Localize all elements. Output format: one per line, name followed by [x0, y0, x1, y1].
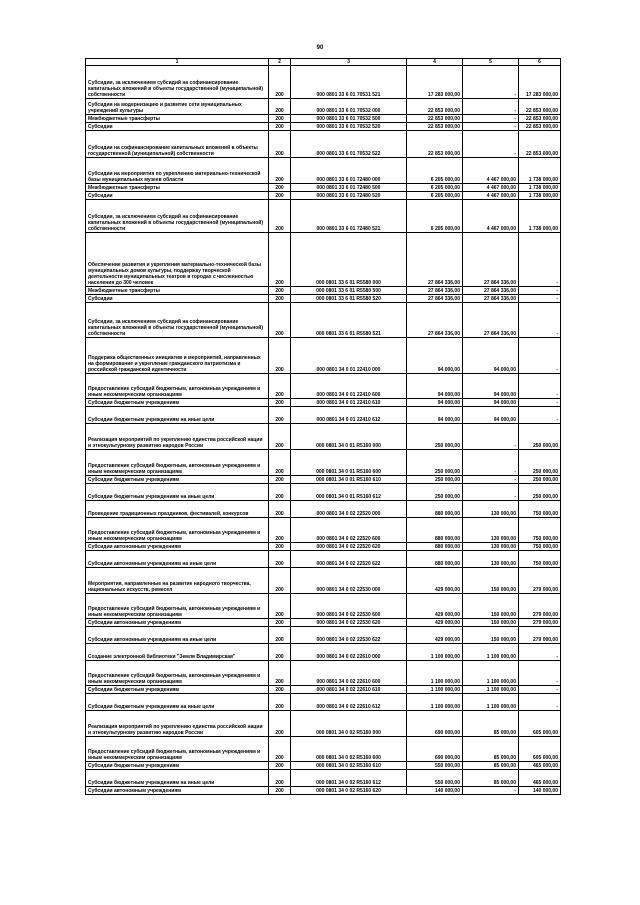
row-amount-col5-cell: -	[463, 450, 519, 476]
row-amount-col5-cell: -	[463, 131, 519, 158]
row-amount-col5-cell: 130 000,00	[463, 518, 519, 543]
row-classification-code-cell: 000 0801 34 0 02 R5160 610	[291, 762, 407, 770]
row-amount-col6-cell: 750 000,00	[519, 501, 561, 518]
row-name-cell: Субсидии бюджетным учреждениям на иные цели	[86, 484, 269, 501]
row-total-amount-cell: 6 205 000,00	[407, 158, 463, 184]
row-admin-code-cell: 200	[269, 399, 291, 407]
row-amount-col6-cell: 22 853 000,00	[519, 99, 561, 115]
row-admin-code-cell: 200	[269, 99, 291, 115]
row-classification-code-cell: 000 0801 34 0 02 R5160 000	[291, 711, 407, 737]
row-amount-col6-cell: 250 000,00	[519, 476, 561, 484]
row-amount-col6-cell: 279 000,00	[519, 619, 561, 627]
table-row	[86, 374, 561, 399]
row-total-amount-cell: 690 000,00	[407, 737, 463, 762]
row-total-amount-cell: 94 000,00	[407, 374, 463, 399]
row-classification-code-cell: 000 0801 34 0 02 22530 622	[291, 627, 407, 644]
row-classification-code-cell: 000 0801 34 0 01 22410 610	[291, 399, 407, 407]
column-header: 2	[269, 59, 291, 66]
row-classification-code-cell: 000 0801 34 0 02 22520 000	[291, 501, 407, 518]
row-amount-col5-cell: 4 467 000,00	[463, 200, 519, 233]
row-name-cell: Субсидии	[86, 192, 269, 200]
row-admin-code-cell: 200	[269, 594, 291, 619]
row-name-cell: Предоставление субсидий бюджетным, автономным учреждениям и иным некоммерческим организациям	[86, 661, 269, 686]
row-admin-code-cell: 200	[269, 158, 291, 184]
table-row	[86, 450, 561, 476]
row-admin-code-cell: 200	[269, 424, 291, 450]
row-total-amount-cell: 27 864 336,00	[407, 303, 463, 338]
table-body	[86, 66, 561, 795]
row-name-cell: Субсидии автономным учреждениям на иные цели	[86, 551, 269, 568]
row-name-cell: Субсидии автономным учреждениям	[86, 543, 269, 551]
row-classification-code-cell: 000 0801 33 6 01 72480 521	[291, 200, 407, 233]
row-amount-col6-cell: 465 000,00	[519, 762, 561, 770]
row-amount-col6-cell: -	[519, 233, 561, 287]
row-classification-code-cell: 000 0801 34 0 02 R5160 612	[291, 770, 407, 787]
row-amount-col5-cell: 1 100 000,00	[463, 694, 519, 711]
row-amount-col6-cell: -	[519, 399, 561, 407]
row-classification-code-cell: 000 0801 34 0 02 22520 620	[291, 543, 407, 551]
row-amount-col5-cell: -	[463, 123, 519, 131]
row-name-cell: Предоставление субсидий бюджетным, автономным учреждениям и иным некоммерческим организациям	[86, 518, 269, 543]
row-name-cell: Предоставление субсидий бюджетным, автономным учреждениям и иным некоммерческим организациям	[86, 594, 269, 619]
row-admin-code-cell: 200	[269, 694, 291, 711]
table-row	[86, 484, 561, 501]
table-row	[86, 627, 561, 644]
table-row	[86, 123, 561, 131]
row-name-cell: Субсидии бюджетным учреждениям на иные цели	[86, 694, 269, 711]
row-amount-col5-cell: 4 467 000,00	[463, 192, 519, 200]
row-amount-col6-cell: 750 000,00	[519, 543, 561, 551]
row-name-cell: Субсидии бюджетным учреждениям на иные цели	[86, 770, 269, 787]
row-classification-code-cell: 000 0801 34 0 01 R5160 600	[291, 450, 407, 476]
row-admin-code-cell: 200	[269, 303, 291, 338]
table-row	[86, 661, 561, 686]
row-classification-code-cell: 000 0801 33 6 01 70532 522	[291, 131, 407, 158]
row-amount-col6-cell: 1 738 000,00	[519, 158, 561, 184]
column-header: 3	[291, 59, 407, 66]
table-row	[86, 568, 561, 594]
row-total-amount-cell: 880 000,00	[407, 518, 463, 543]
row-amount-col5-cell: 85 000,00	[463, 770, 519, 787]
row-total-amount-cell: 140 000,00	[407, 787, 463, 795]
row-classification-code-cell: 000 0801 33 6 01 70531 521	[291, 66, 407, 99]
row-amount-col5-cell: 150 000,00	[463, 619, 519, 627]
row-admin-code-cell: 200	[269, 450, 291, 476]
row-classification-code-cell: 000 0801 34 0 02 22610 610	[291, 686, 407, 694]
row-admin-code-cell: 200	[269, 200, 291, 233]
column-header: 6	[519, 59, 561, 66]
row-amount-col5-cell: 1 100 000,00	[463, 686, 519, 694]
row-classification-code-cell: 000 0801 33 6 01 R5580 521	[291, 303, 407, 338]
row-total-amount-cell: 690 000,00	[407, 711, 463, 737]
row-total-amount-cell: 94 000,00	[407, 338, 463, 374]
row-amount-col5-cell: 130 000,00	[463, 551, 519, 568]
row-admin-code-cell: 200	[269, 66, 291, 99]
row-amount-col6-cell: -	[519, 374, 561, 399]
table-row	[86, 476, 561, 484]
row-classification-code-cell: 000 0801 33 6 01 R5580 520	[291, 295, 407, 303]
row-admin-code-cell: 200	[269, 551, 291, 568]
table-row	[86, 694, 561, 711]
row-admin-code-cell: 200	[269, 627, 291, 644]
row-total-amount-cell: 22 853 000,00	[407, 123, 463, 131]
row-classification-code-cell: 000 0801 34 0 01 22410 612	[291, 407, 407, 424]
row-name-cell: Субсидии бюджетным учреждениям	[86, 476, 269, 484]
row-name-cell: Обеспечение развития и укрепления материально-технической базы муниципальных домов культуры, поддержку творческой деятельности муниципальных театров в городах с численностью населения до 300 человек	[86, 233, 269, 287]
row-total-amount-cell: 1 100 000,00	[407, 694, 463, 711]
row-classification-code-cell: 000 0801 34 0 01 R5160 610	[291, 476, 407, 484]
row-amount-col5-cell: 27 864 336,00	[463, 295, 519, 303]
row-name-cell: Межбюджетные трансферты	[86, 287, 269, 295]
row-amount-col6-cell: 22 853 000,00	[519, 115, 561, 123]
table-row	[86, 424, 561, 450]
table-row	[86, 619, 561, 627]
row-classification-code-cell: 000 0801 34 0 02 22530 000	[291, 568, 407, 594]
row-amount-col6-cell: -	[519, 686, 561, 694]
table-row	[86, 99, 561, 115]
row-admin-code-cell: 200	[269, 374, 291, 399]
row-total-amount-cell: 250 000,00	[407, 484, 463, 501]
row-amount-col5-cell: 85 000,00	[463, 737, 519, 762]
row-amount-col6-cell: 250 000,00	[519, 424, 561, 450]
row-admin-code-cell: 200	[269, 233, 291, 287]
table-row	[86, 338, 561, 374]
row-amount-col6-cell: 250 000,00	[519, 450, 561, 476]
row-amount-col6-cell: 17 283 000,00	[519, 66, 561, 99]
row-admin-code-cell: 200	[269, 661, 291, 686]
row-admin-code-cell: 200	[269, 338, 291, 374]
row-total-amount-cell: 27 864 336,00	[407, 295, 463, 303]
row-admin-code-cell: 200	[269, 115, 291, 123]
row-name-cell: Межбюджетные трансферты	[86, 184, 269, 192]
row-admin-code-cell: 200	[269, 295, 291, 303]
table-row	[86, 594, 561, 619]
row-classification-code-cell: 000 0801 34 0 02 22520 622	[291, 551, 407, 568]
row-name-cell: Субсидии, за исключением субсидий на софинансирование капитальных вложений в объекты государственной (муниципальной) собственности	[86, 66, 269, 99]
row-classification-code-cell: 000 0801 33 6 01 R5580 500	[291, 287, 407, 295]
column-header: 5	[463, 59, 519, 66]
row-amount-col6-cell: -	[519, 287, 561, 295]
table-row	[86, 711, 561, 737]
row-classification-code-cell: 000 0801 34 0 01 22410 600	[291, 374, 407, 399]
row-amount-col5-cell: 130 000,00	[463, 501, 519, 518]
table-row	[86, 399, 561, 407]
row-classification-code-cell: 000 0801 33 6 01 70532 000	[291, 99, 407, 115]
row-admin-code-cell: 200	[269, 407, 291, 424]
row-admin-code-cell: 200	[269, 543, 291, 551]
row-amount-col5-cell: 1 100 000,00	[463, 644, 519, 661]
table-row	[86, 115, 561, 123]
row-name-cell: Мероприятия, направленные на развитие народного творчества, национальных искусств, ремесел	[86, 568, 269, 594]
row-name-cell: Субсидии на софинансирование капитальных вложений в объекты государственной (муниципальной) собственности	[86, 131, 269, 158]
row-classification-code-cell: 000 0801 33 6 01 R5580 000	[291, 233, 407, 287]
row-total-amount-cell: 429 000,00	[407, 568, 463, 594]
row-amount-col5-cell: -	[463, 484, 519, 501]
row-admin-code-cell: 200	[269, 770, 291, 787]
row-admin-code-cell: 200	[269, 192, 291, 200]
row-total-amount-cell: 6 205 000,00	[407, 200, 463, 233]
row-amount-col6-cell: -	[519, 303, 561, 338]
row-amount-col6-cell: -	[519, 338, 561, 374]
table-row	[86, 66, 561, 99]
row-name-cell: Субсидии, за исключением субсидий на софинансирование капитальных вложений в объекты государственной (муниципальной) собственности	[86, 200, 269, 233]
row-name-cell: Поддержка общественных инициатив и мероприятий, направленных на формирование и укрепление гражданского патриотизма и российской гражданской идентичности	[86, 338, 269, 374]
row-total-amount-cell: 6 205 000,00	[407, 184, 463, 192]
row-total-amount-cell: 1 100 000,00	[407, 686, 463, 694]
row-amount-col5-cell: 94 000,00	[463, 374, 519, 399]
row-total-amount-cell: 6 205 000,00	[407, 192, 463, 200]
row-classification-code-cell: 000 0801 34 0 02 22530 600	[291, 594, 407, 619]
row-amount-col6-cell: -	[519, 407, 561, 424]
row-amount-col6-cell: 22 853 000,00	[519, 131, 561, 158]
table-row	[86, 686, 561, 694]
row-admin-code-cell: 200	[269, 619, 291, 627]
row-name-cell: Субсидии бюджетным учреждениям	[86, 762, 269, 770]
row-total-amount-cell: 250 000,00	[407, 450, 463, 476]
row-total-amount-cell: 17 283 000,00	[407, 66, 463, 99]
row-name-cell: Предоставление субсидий бюджетным, автономным учреждениям и иным некоммерческим организациям	[86, 450, 269, 476]
row-total-amount-cell: 27 864 336,00	[407, 233, 463, 287]
table-row	[86, 295, 561, 303]
row-amount-col5-cell: 150 000,00	[463, 627, 519, 644]
row-total-amount-cell: 27 864 336,00	[407, 287, 463, 295]
table-row	[86, 303, 561, 338]
row-total-amount-cell: 1 100 000,00	[407, 644, 463, 661]
table-row	[86, 644, 561, 661]
row-amount-col5-cell: 150 000,00	[463, 568, 519, 594]
table-row	[86, 770, 561, 787]
table-row	[86, 407, 561, 424]
row-amount-col6-cell: 279 000,00	[519, 594, 561, 619]
row-name-cell: Предоставление субсидий бюджетным, автономным учреждениям и иным некоммерческим организациям	[86, 374, 269, 399]
row-amount-col6-cell: 1 738 000,00	[519, 200, 561, 233]
row-admin-code-cell: 200	[269, 737, 291, 762]
row-total-amount-cell: 880 000,00	[407, 543, 463, 551]
row-admin-code-cell: 200	[269, 711, 291, 737]
row-total-amount-cell: 22 853 000,00	[407, 99, 463, 115]
row-amount-col5-cell: 27 864 336,00	[463, 287, 519, 295]
row-amount-col6-cell: -	[519, 295, 561, 303]
row-total-amount-cell: 429 000,00	[407, 619, 463, 627]
table-row	[86, 192, 561, 200]
row-name-cell: Предоставление субсидий бюджетным, автономным учреждениям и иным некоммерческим организациям	[86, 737, 269, 762]
table-row	[86, 131, 561, 158]
row-amount-col6-cell: 22 853 000,00	[519, 123, 561, 131]
row-name-cell: Субсидии	[86, 295, 269, 303]
row-admin-code-cell: 200	[269, 501, 291, 518]
table-row	[86, 287, 561, 295]
row-amount-col5-cell: 85 000,00	[463, 762, 519, 770]
row-classification-code-cell: 000 0801 34 0 01 R5160 000	[291, 424, 407, 450]
table-row	[86, 233, 561, 287]
row-total-amount-cell: 1 100 000,00	[407, 661, 463, 686]
row-name-cell: Реализация мероприятий по укреплению единства российской нации и этнокультурному развитию народов России	[86, 424, 269, 450]
row-admin-code-cell: 200	[269, 131, 291, 158]
row-amount-col6-cell: 465 000,00	[519, 770, 561, 787]
row-total-amount-cell: 880 000,00	[407, 551, 463, 568]
row-total-amount-cell: 550 000,00	[407, 762, 463, 770]
column-header: 1	[86, 59, 269, 66]
row-amount-col6-cell: 1 738 000,00	[519, 184, 561, 192]
row-amount-col5-cell: -	[463, 115, 519, 123]
row-amount-col6-cell: -	[519, 694, 561, 711]
row-classification-code-cell: 000 0801 34 0 01 R5160 612	[291, 484, 407, 501]
row-amount-col5-cell: -	[463, 787, 519, 795]
row-name-cell: Реализация мероприятий по укреплению единства российской нации и этнокультурному развитию народов России	[86, 711, 269, 737]
row-admin-code-cell: 200	[269, 787, 291, 795]
row-classification-code-cell: 000 0801 33 6 01 72480 500	[291, 184, 407, 192]
row-total-amount-cell: 250 000,00	[407, 424, 463, 450]
row-total-amount-cell: 94 000,00	[407, 399, 463, 407]
row-classification-code-cell: 000 0801 33 6 01 72480 000	[291, 158, 407, 184]
row-classification-code-cell: 000 0801 34 0 02 22610 612	[291, 694, 407, 711]
row-amount-col6-cell: 605 000,00	[519, 737, 561, 762]
row-amount-col5-cell: -	[463, 66, 519, 99]
row-name-cell: Субсидии на мероприятия по укреплению материально-технической базы муниципальных музеев области	[86, 158, 269, 184]
row-name-cell: Субсидии бюджетным учреждениям	[86, 686, 269, 694]
row-name-cell: Субсидии бюджетным учреждениям	[86, 399, 269, 407]
row-classification-code-cell: 000 0801 34 0 02 R5160 620	[291, 787, 407, 795]
row-classification-code-cell: 000 0801 33 6 01 70532 500	[291, 115, 407, 123]
row-name-cell: Субсидии автономным учреждениям	[86, 787, 269, 795]
header-row	[86, 59, 561, 66]
row-classification-code-cell: 000 0801 34 0 01 22410 000	[291, 338, 407, 374]
row-classification-code-cell: 000 0801 33 6 01 70532 520	[291, 123, 407, 131]
row-name-cell: Субсидии бюджетным учреждениям на иные цели	[86, 407, 269, 424]
table-row	[86, 501, 561, 518]
row-amount-col5-cell: 94 000,00	[463, 407, 519, 424]
row-name-cell: Субсидии автономным учреждениям	[86, 619, 269, 627]
row-admin-code-cell: 200	[269, 686, 291, 694]
row-classification-code-cell: 000 0801 33 6 01 72480 520	[291, 192, 407, 200]
row-amount-col6-cell: -	[519, 661, 561, 686]
row-total-amount-cell: 94 000,00	[407, 407, 463, 424]
row-total-amount-cell: 429 000,00	[407, 594, 463, 619]
row-amount-col5-cell: 94 000,00	[463, 399, 519, 407]
row-total-amount-cell: 880 000,00	[407, 501, 463, 518]
row-amount-col6-cell: 750 000,00	[519, 551, 561, 568]
row-amount-col6-cell: 605 000,00	[519, 711, 561, 737]
row-name-cell: Субсидии, за исключением субсидий на софинансирование капитальных вложений в объекты государственной (муниципальной) собственности	[86, 303, 269, 338]
row-admin-code-cell: 200	[269, 568, 291, 594]
row-name-cell: Субсидии	[86, 123, 269, 131]
table-row	[86, 551, 561, 568]
table-row	[86, 200, 561, 233]
row-total-amount-cell: 250 000,00	[407, 476, 463, 484]
column-header: 4	[407, 59, 463, 66]
row-admin-code-cell: 200	[269, 123, 291, 131]
row-admin-code-cell: 200	[269, 476, 291, 484]
table-row	[86, 737, 561, 762]
table-row	[86, 543, 561, 551]
row-name-cell: Межбюджетные трансферты	[86, 115, 269, 123]
row-amount-col6-cell: 140 000,00	[519, 787, 561, 795]
row-classification-code-cell: 000 0801 34 0 02 R5160 600	[291, 737, 407, 762]
row-amount-col5-cell: -	[463, 424, 519, 450]
row-classification-code-cell: 000 0801 34 0 02 22520 600	[291, 518, 407, 543]
row-name-cell: Субсидии автономным учреждениям на иные цели	[86, 627, 269, 644]
row-amount-col6-cell: 279 000,00	[519, 568, 561, 594]
row-amount-col5-cell: 85 000,00	[463, 711, 519, 737]
table-row	[86, 158, 561, 184]
row-admin-code-cell: 200	[269, 762, 291, 770]
row-admin-code-cell: 200	[269, 644, 291, 661]
row-amount-col6-cell: 250 000,00	[519, 484, 561, 501]
row-admin-code-cell: 200	[269, 287, 291, 295]
row-amount-col6-cell: 1 738 000,00	[519, 192, 561, 200]
row-amount-col5-cell: -	[463, 99, 519, 115]
table-row	[86, 184, 561, 192]
row-name-cell: Создание электронной библиотеки "Земля Владимирская"	[86, 644, 269, 661]
row-total-amount-cell: 429 000,00	[407, 627, 463, 644]
row-amount-col5-cell: 4 467 000,00	[463, 158, 519, 184]
table-row	[86, 762, 561, 770]
row-admin-code-cell: 200	[269, 184, 291, 192]
budget-table	[85, 58, 561, 795]
row-name-cell: Проведение традиционных праздников, фестивалей, конкурсов	[86, 501, 269, 518]
row-amount-col5-cell: 150 000,00	[463, 594, 519, 619]
row-classification-code-cell: 000 0801 34 0 02 22610 600	[291, 661, 407, 686]
row-amount-col5-cell: 4 467 000,00	[463, 184, 519, 192]
row-classification-code-cell: 000 0801 34 0 02 22610 000	[291, 644, 407, 661]
row-amount-col6-cell: 279 000,00	[519, 627, 561, 644]
row-amount-col6-cell: 750 000,00	[519, 518, 561, 543]
row-amount-col5-cell: -	[463, 476, 519, 484]
row-amount-col6-cell: -	[519, 644, 561, 661]
row-amount-col5-cell: 94 000,00	[463, 338, 519, 374]
row-total-amount-cell: 550 000,00	[407, 770, 463, 787]
row-amount-col5-cell: 130 000,00	[463, 543, 519, 551]
row-total-amount-cell: 22 853 000,00	[407, 131, 463, 158]
row-total-amount-cell: 22 853 000,00	[407, 115, 463, 123]
row-admin-code-cell: 200	[269, 484, 291, 501]
row-amount-col5-cell: 27 864 336,00	[463, 233, 519, 287]
page-number: 90	[316, 45, 324, 51]
row-amount-col5-cell: 27 864 336,00	[463, 303, 519, 338]
row-classification-code-cell: 000 0801 34 0 02 22530 620	[291, 619, 407, 627]
table-row	[86, 518, 561, 543]
table-row	[86, 787, 561, 795]
row-amount-col5-cell: 1 100 000,00	[463, 661, 519, 686]
row-admin-code-cell: 200	[269, 518, 291, 543]
row-name-cell: Субсидии на модернизацию и развитие сети муниципальных учреждений культуры	[86, 99, 269, 115]
